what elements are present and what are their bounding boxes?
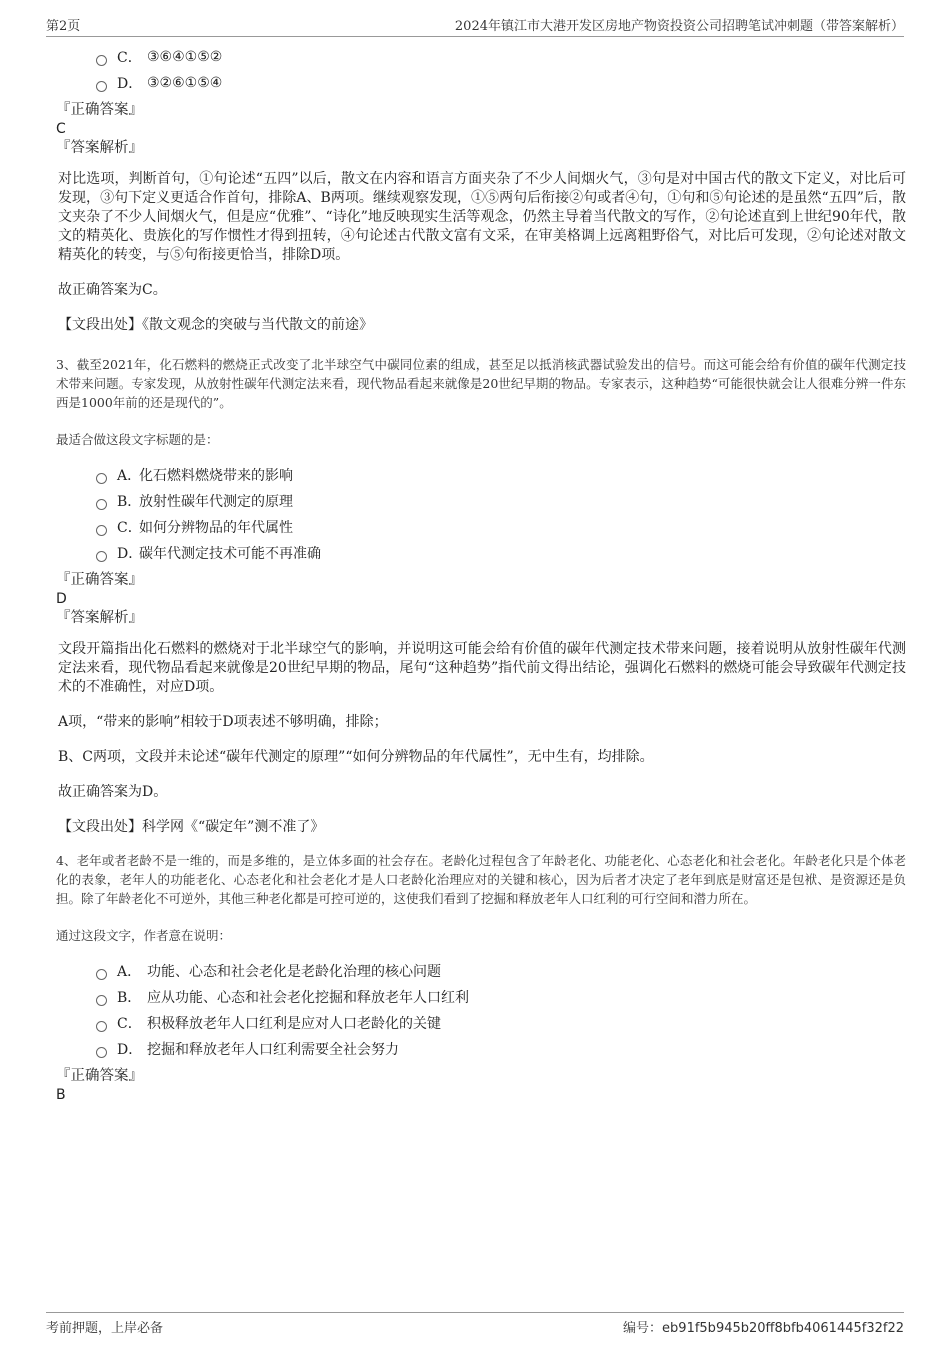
document-code-label: 编号： xyxy=(623,1321,663,1336)
option-letter: C． xyxy=(117,50,142,66)
option-text: 积极释放老年人口红利是应对人口老龄化的关键 xyxy=(147,1016,441,1032)
page-header xyxy=(46,14,904,37)
q4-answer: B xyxy=(56,1087,66,1103)
option-text: ③⑥④①⑤② xyxy=(147,49,223,65)
option-letter: D． xyxy=(117,76,143,92)
option-text: 化石燃料燃烧带来的影响 xyxy=(139,468,293,484)
q3-stem: 3、截至2021年，化石燃料的燃烧正式改变了北半球空气中碳同位素的组成，甚至足以抵消核武器试验发出的信号。而这可能会给有价值的碳年代测定技术带来问题。专家发现，从放射性碳年代测定法来看，现代物品看起来就像是20世纪早期的物品。专家表示，这种趋势“可能很快就会让人很难分辨一件东西是1000年前的还是现代的”。 xyxy=(56,357,906,410)
q4-prompt: 通过这段文字，作者意在说明： xyxy=(56,928,232,943)
q2-source: 【文段出处】《散文观念的突破与当代散文的前途》 xyxy=(58,317,373,333)
q3-answer-label: 『正确答案』 xyxy=(56,572,143,588)
q3-answer: D xyxy=(56,591,67,607)
q3-option-b[interactable] xyxy=(96,488,906,514)
option-letter: C． xyxy=(117,1016,142,1032)
q3-option-d[interactable] xyxy=(96,540,906,566)
option-text: 如何分辨物品的年代属性 xyxy=(139,520,293,536)
radio-icon[interactable] xyxy=(96,499,107,510)
page-footer xyxy=(46,1312,904,1337)
q2-option-c[interactable] xyxy=(96,44,906,70)
q4-option-d[interactable] xyxy=(96,1036,906,1062)
radio-icon[interactable] xyxy=(96,1021,107,1032)
q3-note-bc: B、C两项，文段并未论述“碳年代测定的原理”“如何分辨物品的年代属性”，无中生有，均排除。 xyxy=(58,749,654,765)
page-content xyxy=(56,44,906,1104)
option-text: 功能、心态和社会老化是老龄化治理的核心问题 xyxy=(147,964,441,980)
option-letter: A． xyxy=(117,964,142,980)
q3-prompt: 最适合做这段文字标题的是： xyxy=(56,432,219,447)
q3-option-c[interactable] xyxy=(96,514,906,540)
q2-options xyxy=(96,44,906,96)
q2-analysis: 对比选项，判断首句，①句论述“五四”以后，散文在内容和语言方面夹杂了不少人间烟火气，③句是对中国古代的散文下定义，对比后可发现，③句下定义更适合作首句，排除A、B两项。继续观察发现，①⑤两句后衔接②句或者④句，①句和⑤句论述的是虽然“五四”后，散文夹杂了不少人间烟火气，但是应“优雅”、“诗化”地反映现实生活等观念，仍然主导着当代散文的写作，②句论述直到上世纪90年代，散文的精英化、贵族化的写作惯性才得到扭转，④句论述古代散文富有文采，在审美格调上远离粗野俗气，对比后可发现，②句论述对散文精英化的转变，与⑤句衔接更恰当，排除D项。 xyxy=(58,171,906,263)
radio-icon[interactable] xyxy=(96,1047,107,1058)
q3-analysis: 文段开篇指出化石燃料的燃烧对于北半球空气的影响，并说明这可能会给有价值的碳年代测定技术带来问题，接着说明从放射性碳年代测定法来看，现代物品看起来就像是20世纪早期的物品，尾句“这种趋势”指代前文得出结论，强调化石燃料的燃烧可能会导致碳年代测定技术的不准确性，对应D项。 xyxy=(58,641,906,695)
option-text: 放射性碳年代测定的原理 xyxy=(139,494,293,510)
page-number: 第2页 xyxy=(46,19,81,34)
option-letter: B． xyxy=(117,990,142,1006)
option-letter: D． xyxy=(117,1042,143,1058)
option-text: 应从功能、心态和社会老化挖掘和释放老年人口红利 xyxy=(147,990,469,1006)
option-letter: D． xyxy=(117,546,143,562)
q4-option-b[interactable] xyxy=(96,984,906,1010)
option-letter: C． xyxy=(117,520,142,536)
radio-icon[interactable] xyxy=(96,525,107,536)
q3-conclusion: 故正确答案为D。 xyxy=(58,784,168,800)
footer-slogan: 考前押题，上岸必备 xyxy=(46,1321,164,1336)
q4-stem: 4、老年或者老龄不是一维的，而是多维的，是立体多面的社会存在。老龄化过程包含了年龄老化、功能老化、心态老化和社会老化。年龄老化只是个体老化的表象，老年人的功能老化、心态老化和社会老化才是人口老龄化治理应对的关键和核心，因为后者才决定了老年到底是财富还是包袱、是资源还是负担。除了年龄老化不可逆外，其他三种老化都是可控可逆的，这使我们看到了挖掘和释放老年人口红利的可行空间和潜力所在。 xyxy=(56,853,906,906)
q4-option-c[interactable] xyxy=(96,1010,906,1036)
document-title: 2024年镇江市大港开发区房地产物资投资公司招聘笔试冲刺题（带答案解析） xyxy=(454,19,904,34)
radio-icon[interactable] xyxy=(96,995,107,1006)
q2-conclusion: 故正确答案为C。 xyxy=(58,282,167,298)
q2-answer: C xyxy=(56,121,66,137)
option-text: 碳年代测定技术可能不再准确 xyxy=(139,546,321,562)
option-letter: A． xyxy=(117,468,142,484)
q3-options xyxy=(96,462,906,566)
q4-option-a[interactable] xyxy=(96,958,906,984)
radio-icon[interactable] xyxy=(96,551,107,562)
option-text: 挖掘和释放老年人口红利需要全社会努力 xyxy=(147,1042,399,1058)
q3-note-a: A项，“带来的影响”相较于D项表述不够明确，排除； xyxy=(58,714,388,730)
q2-option-d[interactable] xyxy=(96,70,906,96)
radio-icon[interactable] xyxy=(96,969,107,980)
q4-options xyxy=(96,958,906,1062)
option-text: ③②⑥①⑤④ xyxy=(147,75,223,91)
radio-icon[interactable] xyxy=(96,55,107,66)
q2-answer-label: 『正确答案』 xyxy=(56,102,143,118)
q3-source: 【文段出处】科学网《“碳定年”测不准了》 xyxy=(58,819,325,835)
q2-analysis-label: 『答案解析』 xyxy=(56,140,143,156)
document-code-value: eb91f5b945b20ff8bfb4061445f32f22 xyxy=(662,1321,904,1336)
option-letter: B． xyxy=(117,494,142,510)
radio-icon[interactable] xyxy=(96,81,107,92)
document-code xyxy=(623,1317,904,1336)
q4-answer-label: 『正确答案』 xyxy=(56,1068,143,1084)
q3-option-a[interactable] xyxy=(96,462,906,488)
q3-analysis-label: 『答案解析』 xyxy=(56,610,143,626)
radio-icon[interactable] xyxy=(96,473,107,484)
